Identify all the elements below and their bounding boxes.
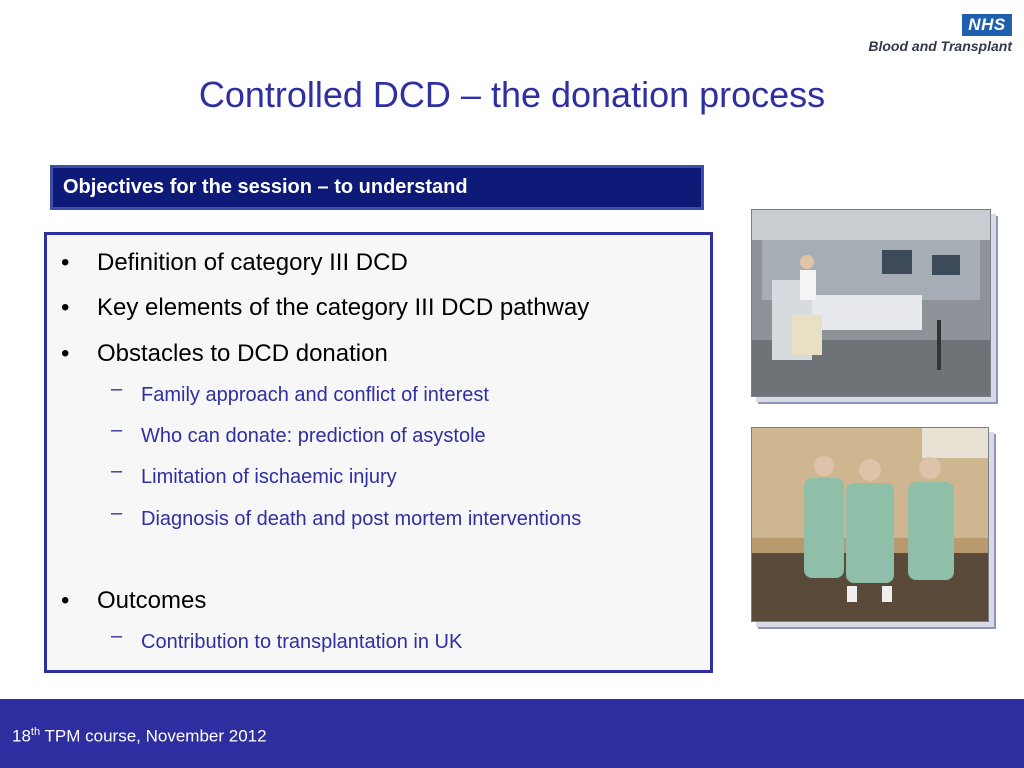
footer-bar [0,699,1024,768]
footer-text [12,726,267,747]
sub-bullet-text: Who can donate: prediction of asystole [141,425,486,447]
dash-mark: – [111,625,123,647]
surgical-team-illustration [752,428,988,621]
bullet-mark: • [61,249,70,276]
sub-bullet-text: Limitation of ischaemic injury [141,466,397,488]
bullet-text: Definition of category III DCD [97,249,408,276]
bullet-mark: • [61,294,70,321]
nhs-logo-text: Blood and Transplant [868,38,1012,54]
footer-superscript: th [30,726,41,738]
bullet-text: Outcomes [97,587,207,614]
sub-bullet-text: Contribution to transplantation in UK [141,631,463,653]
dash-mark: – [111,460,123,482]
footer-prefix: 18 [12,726,31,746]
bullet-text: Obstacles to DCD donation [97,340,388,367]
nhs-logo-mark: NHS [962,14,1012,36]
sub-bullet-text: Family approach and conflict of interest [141,384,489,406]
surgical-team-photo [751,427,989,622]
slide-title: Controlled DCD – the donation process [198,74,826,115]
footer-rest: TPM course, November 2012 [40,726,267,746]
nhs-logo [842,14,1012,54]
bullet-text: Key elements of the category III DCD pathway [97,294,590,321]
dash-mark: – [111,502,123,524]
bullet-mark: • [61,587,70,614]
dash-mark: – [111,378,123,400]
objectives-header: Objectives for the session – to understand [50,165,704,210]
dash-mark: – [111,419,123,441]
objectives-content [44,232,713,673]
sub-bullet-text: Diagnosis of death and post mortem interventions [141,508,582,530]
bullet-mark: • [61,340,70,367]
icu-ward-illustration [752,210,990,396]
icu-ward-photo [751,209,991,397]
